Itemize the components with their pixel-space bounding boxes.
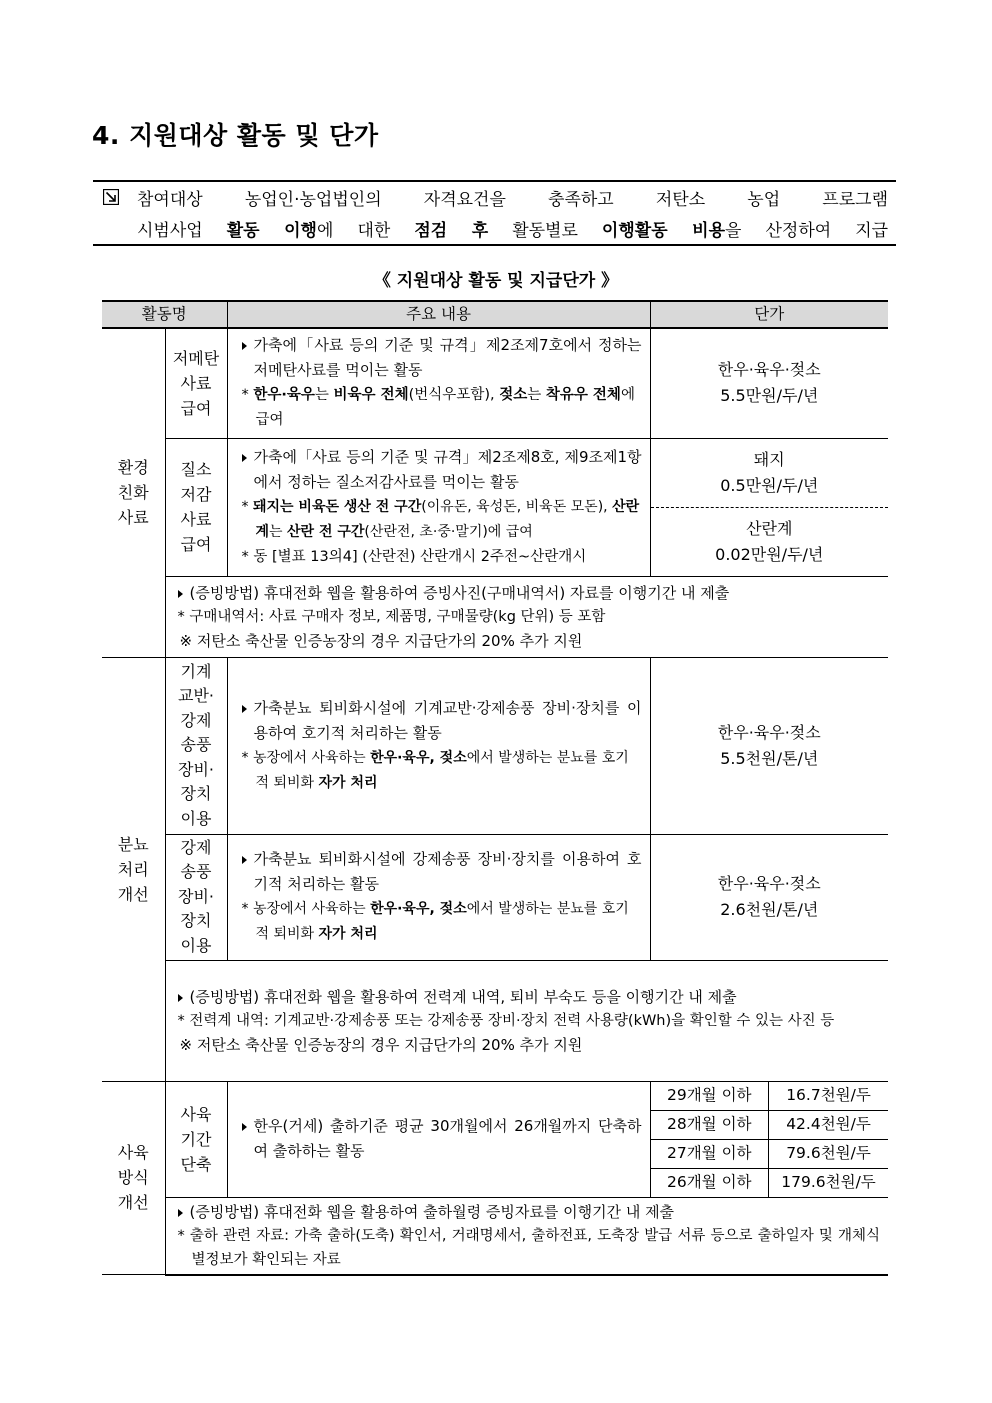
table-row [102, 1197, 888, 1275]
price-low-methane: 한우·육우·젖소 5.5만원/두/년 [650, 328, 888, 438]
category-manure: 분뇨 처리 개선 [102, 657, 165, 1081]
activity-nitrogen: 질소 저감 사료 급여 [165, 438, 227, 576]
activity-mechanical: 기계 교반· 강제 송풍 장비· 장치 이용 [165, 657, 227, 834]
price-laying-hen: 산란계 0.02만원/두/년 [715, 518, 824, 564]
summary-box [93, 180, 896, 246]
price-forced-air: 한우·육우·젖소 2.6천원/톤/년 [650, 834, 888, 960]
table-row [102, 960, 888, 1081]
activity-forced-air: 강제 송풍 장비· 장치 이용 [165, 834, 227, 960]
period-price-table [651, 1082, 889, 1197]
price-shorten-period [650, 1081, 888, 1197]
evidence-env-feed: (증빙방법) 휴대전화 웹을 활용하여 증빙사진(구매내역서) 자료를 이행기간 내 제출 * 구매내역서: 사료 구매자 정보, 제품명, 구매물량(kg 단위) 등 포함 ※ 저탄소 축산물 인증농장의 경우 지급단가의 20% 추가 지원 [165, 576, 888, 657]
content-forced-air: 가축분뇨 퇴비화시설에 강제송풍 장비·장치를 이용하여 호기적 처리하는 활동 * 농장에서 사육하는 한우·육우, 젖소에서 발생하는 분뇨를 호기적 퇴비화 자가 처리 [227, 834, 650, 960]
content-mechanical: 가축분뇨 퇴비화시설에 기계교반·강제송풍 장비·장치를 이용하여 호기적 처리하는 활동 * 농장에서 사육하는 한우·육우, 젖소에서 발생하는 분뇨를 호기적 퇴비화 자가 처리 [227, 657, 650, 834]
category-raising: 사육 방식 개선 [102, 1081, 165, 1275]
evidence-raising: (증빙방법) 휴대전화 웹을 활용하여 출하월령 증빙자료를 이행기간 내 제출 * 출하 관련 자료: 가축 출하(도축) 확인서, 거래명세서, 출하전표, 도축장 발급 서류 등으로 출하일자 및 개체식별정보가 확인되는 자료 [165, 1197, 888, 1275]
header-content: 주요 내용 [227, 301, 650, 328]
header-price: 단가 [650, 301, 888, 328]
evidence-manure: (증빙방법) 휴대전화 웹을 활용하여 전력계 내역, 퇴비 부숙도 등을 이행기간 내 제출 * 전력계 내역: 기계교반·강제송풍 또는 강제송풍 장비·장치 전력 사용량(kWh)을 확인할 수 있는 사진 등 ※ 저탄소 축산물 인증농장의 경우 지급단가의 20% 추가 지원 [165, 960, 888, 1081]
table-row [102, 1081, 888, 1197]
summary-line-2: 시범사업 활동 이행에 대한 점검 후 활동별로 이행활동 비용을 산정하여 지급 [137, 221, 889, 241]
price-nitrogen [650, 438, 888, 576]
table-row [102, 438, 888, 576]
summary-line-1: 참여대상 농업인·농업법인의 자격요건을 충족하고 저탄소 농업 프로그램 [137, 190, 888, 210]
activity-low-methane: 저메탄 사료 급여 [165, 328, 227, 438]
header-activity: 활동명 [102, 301, 227, 328]
table-row: 28개월 이하 42.4천원/두 [651, 1110, 889, 1139]
category-env-feed: 환경 친화 사료 [102, 328, 165, 657]
corner-arrow-icon [103, 189, 119, 205]
section-heading: 4. 지원대상 활동 및 단가 [92, 121, 379, 150]
table-row: 27개월 이하 79.6천원/두 [651, 1139, 889, 1168]
table-row [102, 328, 888, 438]
table-row: 26개월 이하 179.6천원/두 [651, 1168, 889, 1197]
activity-price-table [102, 300, 888, 1276]
table-row: 29개월 이하 16.7천원/두 [651, 1082, 889, 1111]
table-row [102, 657, 888, 834]
table-row [102, 834, 888, 960]
price-pig: 돼지 0.5만원/두/년 [651, 439, 889, 508]
activity-shorten-period: 사육 기간 단축 [165, 1081, 227, 1197]
content-shorten-period: 한우(거세) 출하기준 평균 30개월에서 26개월까지 단축하여 출하하는 활동 [227, 1081, 650, 1197]
price-mechanical: 한우·육우·젖소 5.5천원/톤/년 [650, 657, 888, 834]
table-caption: 《 지원대상 활동 및 지급단가 》 [373, 271, 619, 291]
table-header-row [102, 301, 888, 328]
content-low-methane: 가축에「사료 등의 기준 및 규격」제2조제7호에서 정하는 저메탄사료를 먹이는 활동 * 한우·육우는 비육우 전체(번식우포함), 젖소는 착유우 전체에 급여 [227, 328, 650, 438]
content-nitrogen: 가축에「사료 등의 기준 및 규격」제2조제8호, 제9조제1항에서 정하는 질소저감사료를 먹이는 활동 * 돼지는 비육돈 생산 전 구간(이유돈, 육성돈, 비육돈 모돈), 산란계는 산란 전 구간(산란전, 초·중·말기)에 급여 * 동 [별표 13의4] (산란전) 산란개시 2주전~산란개시 [227, 438, 650, 576]
table-row [102, 576, 888, 657]
